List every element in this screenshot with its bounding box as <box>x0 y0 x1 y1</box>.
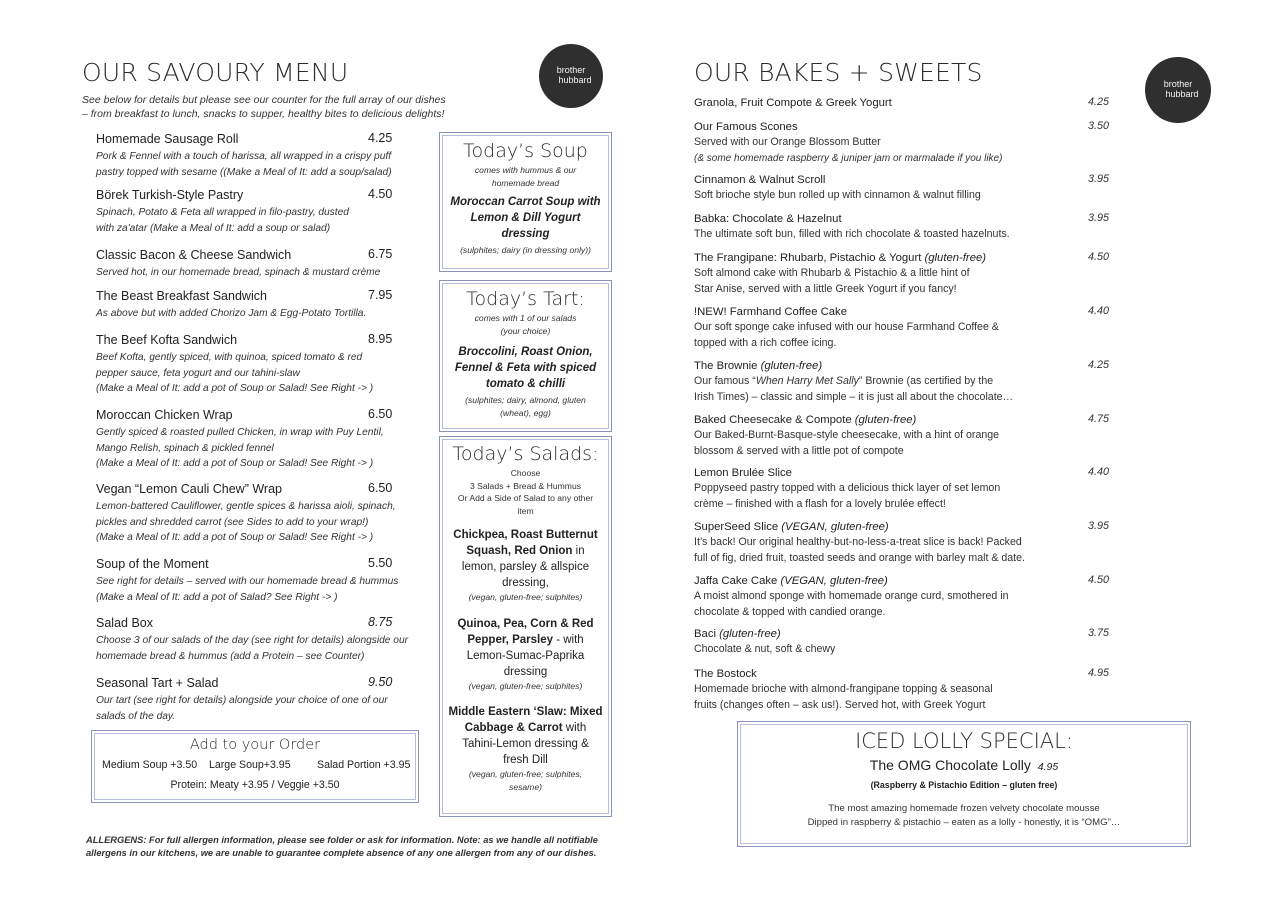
bake-item <box>694 627 1124 658</box>
savoury-item-name: The Beef Kofta Sandwich <box>96 333 238 347</box>
add-to-order-box <box>91 730 419 803</box>
bake-item-price: 4.40 <box>1088 305 1110 317</box>
savoury-item-price: 8.75 <box>368 615 393 629</box>
lolly-title: ICED LOLLY SPECIAL: <box>855 729 1073 753</box>
savoury-item-description: See right for details – served with our homemade bread & hummus (Make a Meal of It: add a pot of Salad? See Right -> ) <box>96 576 399 603</box>
bake-item-price: 3.95 <box>1088 212 1110 224</box>
allergens-notice: ALLERGENS: For full allergen information, please see folder or ask for information. Note: as we handle all notifiable allergens in our kitchens, we are unable to guarantee complete absence of any one allergen from any of our dishes. <box>86 835 598 858</box>
bake-item-price: 3.95 <box>1088 520 1110 532</box>
bake-item <box>694 120 1124 166</box>
todays-salads-box <box>439 436 612 817</box>
savoury-item-price: 8.95 <box>368 332 393 346</box>
soup-subtitle: comes with hummus & our homemade bread <box>474 165 577 188</box>
savoury-item-price: 4.50 <box>368 187 393 201</box>
savoury-item-description: Pork & Fennel with a touch of harissa, all wrapped in a crispy puff pastry topped with sesame ((Make a Meal of It: add a soup/salad) <box>96 151 392 178</box>
savoury-item <box>96 675 426 724</box>
savoury-item-name: Seasonal Tart + Salad <box>96 676 219 690</box>
add-to-order-title: Add to your Order <box>189 737 321 753</box>
savoury-item-name: Börek Turkish-Style Pastry <box>96 188 244 202</box>
bake-item-name: The Brownie (gluten-free) <box>694 360 823 372</box>
tart-dish: Broccolini, Roast Onion, Fennel & Feta with spiced tomato & chilli <box>454 346 597 390</box>
savoury-item-name: Homemade Sausage Roll <box>96 132 239 146</box>
bake-item-description: A moist almond sponge with homemade orange curd, smothered in chocolate & topped with candied orange. <box>694 590 1009 618</box>
salads-choose-info: Choose 3 Salads + Bread & Hummus Or Add a Side of Salad to any other item <box>457 468 594 516</box>
savoury-item-price: 9.50 <box>368 675 393 689</box>
bake-item <box>694 212 1124 243</box>
bake-item-price: 4.95 <box>1088 667 1110 679</box>
bake-item-price: 3.50 <box>1088 120 1110 132</box>
bake-item-name: Jaffa Cake Cake (VEGAN, gluten-free) <box>694 575 888 587</box>
bakes-title: OUR BAKES + SWEETS <box>694 58 983 87</box>
savoury-item <box>96 407 426 472</box>
bake-item-name: Baked Cheesecake & Compote (gluten-free) <box>694 414 917 426</box>
bake-item <box>694 413 1124 459</box>
salad-quinoa: Quinoa, Pea, Corn & Red Pepper, Parsley - with Lemon-Sumac-Paprika dressing <box>457 617 594 678</box>
bake-item-name: SuperSeed Slice (VEGAN, gluten-free) <box>694 521 889 533</box>
savoury-item-name: Moroccan Chicken Wrap <box>96 408 233 422</box>
bake-item-tag: (gluten-free) <box>854 414 917 426</box>
salad-slaw-allergens: (vegan, gluten-free; sulphites, sesame) <box>468 769 583 792</box>
todays-soup-box <box>439 132 612 272</box>
salad-chickpea-allergens: (vegan, gluten-free; sulphites) <box>468 592 583 602</box>
savoury-item <box>96 481 426 546</box>
savoury-item <box>96 187 426 236</box>
bake-item-description: Poppyseed pastry topped with a delicious thick layer of set lemon crème – finished with a flash for a lovely brulée effect! <box>694 482 1001 510</box>
bake-item <box>694 359 1124 405</box>
savoury-item-price: 7.95 <box>368 288 393 302</box>
bake-item-description: Served with our Orange Blossom Butter (& some homemade raspberry & juniper jam or marmalade if you like) <box>694 136 1003 164</box>
lolly-edition: (Raspberry & Pistachio Edition – gluten free) <box>870 780 1058 790</box>
bake-item-price: 4.25 <box>1088 96 1110 108</box>
savoury-item-description: Gently spiced & roasted pulled Chicken, in wrap with Puy Lentil, Mango Relish, spinach & pickled fennel (Make a Meal of It: add a pot of Soup or Salad! See Right -> ) <box>96 427 384 469</box>
bake-item-price: 4.25 <box>1088 359 1110 371</box>
savoury-item-description: As above but with added Chorizo Jam & Egg-Potato Tortilla. <box>96 308 367 319</box>
bake-item-name: !NEW! Farmhand Coffee Cake <box>694 306 847 318</box>
bake-item-name: Cinnamon & Walnut Scroll <box>694 174 826 186</box>
bake-item-description: Homemade brioche with almond-frangipane topping & seasonal fruits (changes often – ask us!). Served hot, with Greek Yogurt <box>694 683 993 711</box>
bake-item-name: The Frangipane: Rhubarb, Pistachio & Yogurt (gluten-free) <box>694 252 987 264</box>
bake-item-name: Lemon Brulée Slice <box>694 467 792 479</box>
bake-item-price: 4.50 <box>1088 251 1110 263</box>
tart-subtitle: comes with 1 of our salads (your choice) <box>474 313 577 336</box>
bake-item-description: Soft brioche style bun rolled up with cinnamon & walnut filling <box>694 189 981 201</box>
soup-title: Today’s Soup <box>463 140 588 162</box>
salad-portion-option: Salad Portion +3.95 <box>317 759 411 771</box>
brother-hubbard-logo-left: brother hubbard <box>539 44 603 108</box>
bake-item <box>694 96 1124 111</box>
lolly-name-line: The OMG Chocolate Lolly 4.95 <box>869 757 1059 773</box>
bake-item-price: 3.75 <box>1088 627 1110 639</box>
bake-item-description: The ultimate soft bun, filled with rich chocolate & toasted hazelnuts. <box>694 228 1010 240</box>
bake-item <box>694 466 1124 512</box>
bake-item <box>694 520 1124 566</box>
todays-tart-box <box>439 280 612 432</box>
bake-item-price: 4.50 <box>1088 574 1110 586</box>
salad-quinoa-allergens: (vegan, gluten-free; sulphites) <box>468 680 583 691</box>
savoury-item-name: Soup of the Moment <box>96 557 209 571</box>
bake-item-price: 3.95 <box>1088 173 1110 185</box>
savoury-title: OUR SAVOURY MENU <box>82 58 349 87</box>
savoury-item <box>96 131 426 180</box>
savoury-item-name: Vegan “Lemon Cauli Chew” Wrap <box>96 482 282 496</box>
lolly-price: 4.95 <box>1037 761 1059 773</box>
iced-lolly-special-box <box>737 721 1191 847</box>
savoury-item-description: Served hot, in our homemade bread, spinach & mustard crème <box>96 267 381 278</box>
savoury-item-price: 6.50 <box>368 407 393 421</box>
soup-dish: Moroccan Carrot Soup with Lemon & Dill Yogurt dressing <box>450 196 601 240</box>
bake-item-name: Our Famous Scones <box>694 121 798 133</box>
savoury-item-description: Our tart (see right for details) alongside your choice of one of our salads of the day. <box>96 695 388 722</box>
bake-item-description: Our famous “When Harry Met Sally” Brownie (as certified by the Irish Times) – classic and simple – it is just all about the chocolate… <box>694 375 1014 403</box>
bake-item-description: Our soft sponge cake infused with our house Farmhand Coffee & topped with a rich coffee icing. <box>694 321 999 349</box>
savoury-item-description: Choose 3 of our salads of the day (see right for details) alongside our homemade bread & hummus (add a Protein – see Counter) <box>96 635 409 662</box>
soup-allergens: (sulphites; dairy (in dressing only)) <box>460 245 591 255</box>
bake-item <box>694 305 1124 351</box>
bake-item-description: Soft almond cake with Rhubarb & Pistachio & a little hint of Star Anise, served with a little Greek Yogurt if you fancy! <box>694 267 970 295</box>
bake-item-description: It’s back! Our original healthy-but-no-less-a-treat slice is back! Packed full of fig, dried fruit, toasted seeds and orange with barley malt & date. <box>694 536 1025 564</box>
bake-item-tag: (gluten-free) <box>924 252 987 264</box>
tart-allergens: (sulphites; dairy, almond, gluten (wheat), egg) <box>465 395 586 418</box>
bake-item <box>694 667 1124 713</box>
salad-chickpea: Chickpea, Roast Butternut Squash, Red Onion in lemon, parsley & allspice dressing, <box>453 529 598 589</box>
savoury-item-name: The Beast Breakfast Sandwich <box>96 289 267 303</box>
salad-slaw: Middle Eastern ‘Slaw: Mixed Cabbage & Carrot with Tahini-Lemon dressing & fresh Dill <box>448 706 603 766</box>
savoury-item <box>96 332 426 397</box>
savoury-item-price: 5.50 <box>368 556 393 570</box>
bake-item-name: Granola, Fruit Compote & Greek Yogurt <box>694 97 892 109</box>
salads-title: Today’s Salads: <box>452 443 599 465</box>
brother-hubbard-logo-right: brother hubbard <box>1145 57 1211 123</box>
savoury-item <box>96 247 426 281</box>
bake-item-name: The Bostock <box>694 668 757 680</box>
bake-item <box>694 251 1124 297</box>
lolly-description: The most amazing homemade frozen velvety chocolate mousse Dipped in raspberry & pistachio – eaten as a lolly - honestly, it is “OMG”… <box>807 803 1121 828</box>
bake-item-tag: (VEGAN, gluten-free) <box>780 575 888 587</box>
bake-item-price: 4.75 <box>1088 413 1110 425</box>
savoury-item-price: 6.50 <box>368 481 393 495</box>
savoury-item <box>96 615 426 664</box>
bake-item-tag: (VEGAN, gluten-free) <box>781 521 889 533</box>
bake-item-description: Our Baked-Burnt-Basque-style cheesecake, with a hint of orange blossom & served with a little pot of compote <box>694 429 1000 457</box>
bake-item-price: 4.40 <box>1088 466 1110 478</box>
bake-item-description: Chocolate & nut, soft & chewy <box>694 643 836 655</box>
bake-item-name: Baci (gluten-free) <box>694 628 781 640</box>
bake-item <box>694 173 1124 204</box>
savoury-item-name: Salad Box <box>96 616 153 630</box>
medium-soup-option: Medium Soup +3.50 <box>102 759 198 771</box>
savoury-item-description: Spinach, Potato & Feta all wrapped in filo-pastry, dusted with za'atar (Make a Meal of It: add a soup or salad) <box>96 207 349 234</box>
tart-title: Today’s Tart: <box>466 288 585 310</box>
savoury-item-price: 4.25 <box>368 131 393 145</box>
bake-item-tag: (gluten-free) <box>760 360 823 372</box>
savoury-item <box>96 288 426 322</box>
savoury-item-price: 6.75 <box>368 247 393 261</box>
savoury-item-description: Beef Kofta, gently spiced, with quinoa, spiced tomato & red pepper sauce, feta yogurt and our tahini-slaw (Make a Meal of It: add a pot of Soup or Salad! See Right -> ) <box>96 352 374 394</box>
bake-item <box>694 574 1124 620</box>
bake-item-name: Babka: Chocolate & Hazelnut <box>694 213 842 225</box>
bake-item-tag: (gluten-free) <box>719 628 781 640</box>
savoury-item <box>96 556 426 605</box>
large-soup-option: Large Soup+3.95 <box>209 759 291 771</box>
savoury-item-name: Classic Bacon & Cheese Sandwich <box>96 248 292 262</box>
savoury-intro: See below for details but please see our counter for the full array of our dishes – from breakfast to lunch, snacks to supper, healthy bites to delicious delights! <box>82 94 446 120</box>
savoury-item-description: Lemon-battered Cauliflower, gentle spices & harissa aioli, spinach, pickles and shredded carrot (see Sides to add to your wrap!) (Make a Meal of It: add a pot of Soup or Salad! See Right -> ) <box>96 501 396 543</box>
protein-option: Protein: Meaty +3.95 / Veggie +3.50 <box>170 779 340 791</box>
